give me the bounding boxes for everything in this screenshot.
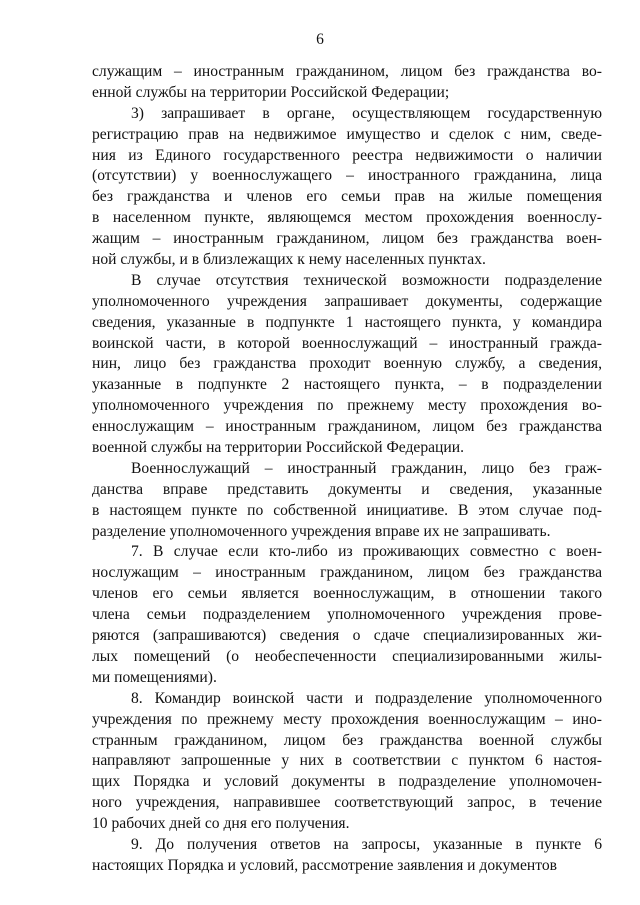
page-number: 6 <box>316 31 324 48</box>
text-line: воинской части, в которой военнослужащий – иностранный гражда- <box>92 334 602 352</box>
paragraph <box>92 835 602 877</box>
text-line: ми помещениями). <box>92 668 217 686</box>
text-line: жащим – иностранным гражданином, лицом без гражданства воен- <box>92 230 602 248</box>
text-line: членов его семьи является военнослужащим, в отношении такого <box>92 585 602 603</box>
text-line: енной службы на территории Российской Федерации; <box>92 83 450 101</box>
text-line: 9. До получения ответов на запросы, указанные в пункте 6 <box>131 835 602 853</box>
paragraph <box>92 271 602 459</box>
text-line: данства вправе представить документы и сведения, указанные <box>92 480 602 498</box>
text-line: уполномоченного учреждения по прежнему месту прохождения во- <box>92 397 602 415</box>
text-line: направляют запрошенные у них в соответствии с пунктом 6 настоя- <box>92 752 602 770</box>
paragraph <box>92 459 602 543</box>
text-line: сведения, указанные в подпункте 1 настоящего пункта, у командира <box>92 313 602 331</box>
text-line: щих Порядка и условий документы в подразделение уполномочен- <box>92 773 602 791</box>
text-line: в настоящем пункте по собственной инициативе. В этом случае под- <box>92 501 602 519</box>
text-line: лых помещений (о необеспеченности специализированными жилы- <box>92 647 602 665</box>
text-line: (отсутствии) у военнослужащего – иностранного гражданина, лица <box>92 167 602 185</box>
text-line: без гражданства и членов его семьи прав на жилые помещения <box>92 188 602 206</box>
paragraph <box>92 62 602 104</box>
text-line: уполномоченного учреждения запрашивает документы, содержащие <box>92 292 602 310</box>
text-line: 8. Командир воинской части и подразделение уполномоченного <box>131 689 602 707</box>
text-line: странным гражданином, лицом без гражданства военной службы <box>92 731 602 749</box>
text-line: военной службы на территории Российской Федерации. <box>92 439 464 457</box>
text-line: 7. В случае если кто-либо из проживающих совместно с воен- <box>131 543 602 561</box>
text-line: в населенном пункте, являющемся местом прохождения военнослу- <box>92 209 602 227</box>
text-line: регистрацию прав на недвижимое имущество и сделок с ним, сведе- <box>92 125 602 143</box>
text-line: ной службы, и в близлежащих к нему населенных пунктах. <box>92 251 486 269</box>
text-line: 10 рабочих дней со дня его получения. <box>92 815 350 833</box>
paragraph <box>92 542 602 688</box>
text-line: члена семьи подразделением уполномоченного учреждения прове- <box>92 606 602 624</box>
text-line: нослужащим – иностранным гражданином, лицом без гражданства <box>92 564 602 582</box>
text-line: 3) запрашивает в органе, осуществляющем государственную <box>131 104 602 122</box>
text-line: еннослужащим – иностранным гражданином, лицом без гражданства <box>92 418 602 436</box>
text-line: В случае отсутствия технической возможности подразделение <box>131 271 602 289</box>
text-line: настоящих Порядка и условий, рассмотрение заявления и документов <box>92 856 557 874</box>
text-line: ния из Единого государственного реестра недвижимости о наличии <box>92 146 602 164</box>
document-body <box>92 62 602 877</box>
text-line: учреждения по прежнему месту прохождения военнослужащим – ино- <box>92 710 602 728</box>
paragraph <box>92 104 602 271</box>
text-line: разделение уполномоченного учреждения вправе их не запрашивать. <box>92 522 551 540</box>
text-line: служащим – иностранным гражданином, лицом без гражданства во- <box>92 63 602 80</box>
text-line: нин, лицо без гражданства проходит военную службу, а сведения, <box>92 355 602 373</box>
text-line: указанные в подпункте 2 настоящего пункта, – в подразделении <box>92 376 602 394</box>
text-line: Военнослужащий – иностранный гражданин, лицо без граж- <box>131 459 602 477</box>
paragraph <box>92 689 602 835</box>
text-line: ряются (запрашиваются) сведения о сдаче специализированных жи- <box>92 627 602 645</box>
text-line: ного учреждения, направившее соответствующий запрос, в течение <box>92 794 602 812</box>
